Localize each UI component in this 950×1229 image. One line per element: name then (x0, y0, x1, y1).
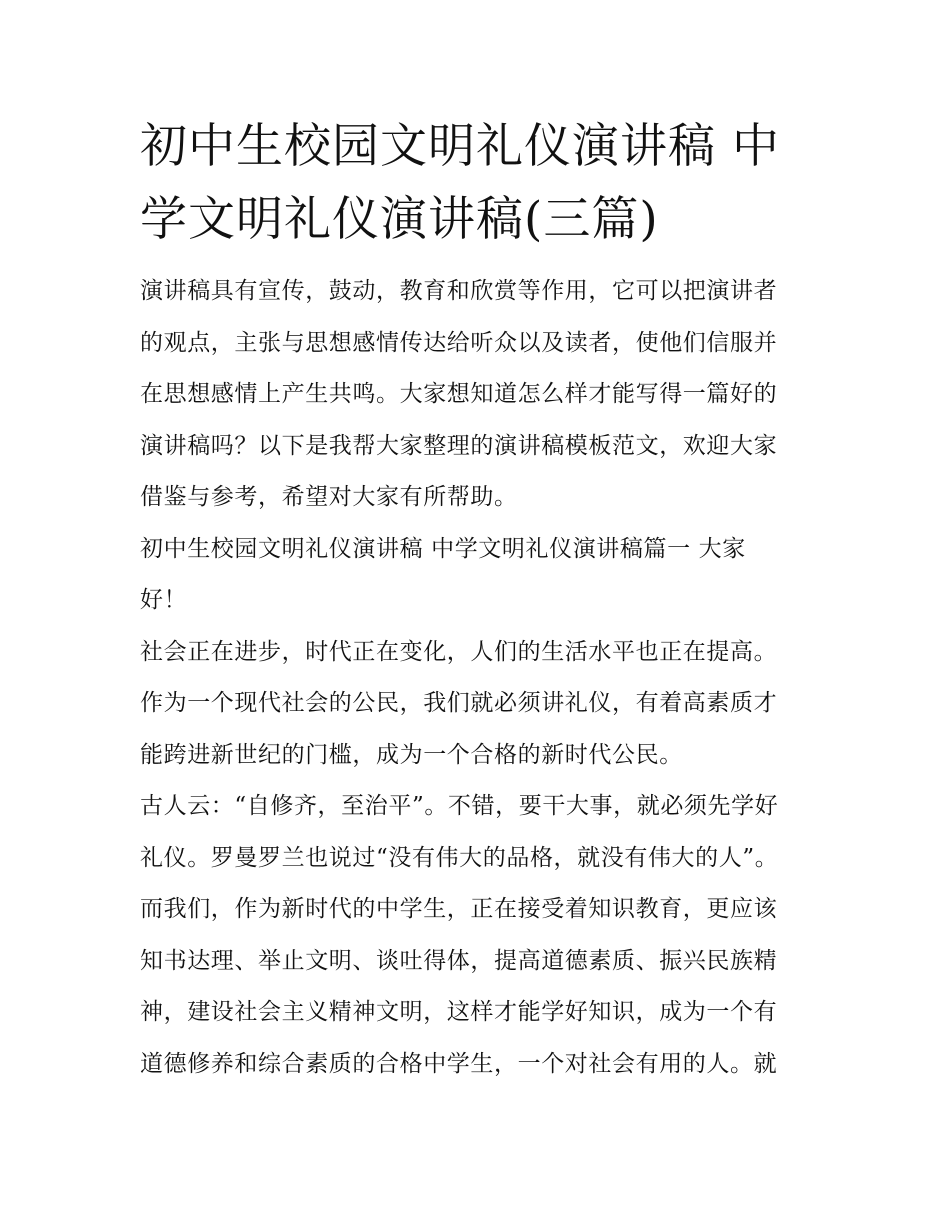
document-title: 初中生校园文明礼仪演讲稿 中 学文明礼仪演讲稿(三篇) (140, 119, 780, 247)
body-paragraph-etiquette: 古人云：“自修齐，至治平”。不错，要干大事，就必须先学好 礼仪。罗曼罗兰也说过“没有伟大的品格，就没有伟大的人”。 而我们，作为新时代的中学生，正在接受着知识教育，更应该 知书达理、举止文明、谈吐得体，提高道德素质、振兴民族精 神，建设社会主义精神文明，这样才能学好知识，成为一个有 道德修养和综合素质的合格中学生，一个对社会有用的人。就 (140, 793, 779, 1077)
document-page (140, 110, 815, 1090)
intro-paragraph: 演讲稿具有宣传，鼓动，教育和欣赏等作用，它可以把演讲者 的观点，主张与思想感情传达给听众以及读者，使他们信服并 在思想感情上产生共鸣。大家想知道怎么样才能写得一篇好的 演讲稿吗？以下是我帮大家整理的演讲稿模板范文，欢迎大家 借鉴与参考，希望对大家有所帮助。 (140, 278, 778, 510)
body-paragraph-society: 社会正在进步，时代正在变化，人们的生活水平也正在提高。 作为一个现代社会的公民，我们就必须讲礼仪，有着高素质才 能跨进新世纪的门槛，成为一个合格的新时代公民。 (140, 638, 778, 768)
section-heading-paragraph: 初中生校园文明礼仪演讲稿 中学文明礼仪演讲稿篇一 大家 好！ (140, 535, 746, 613)
